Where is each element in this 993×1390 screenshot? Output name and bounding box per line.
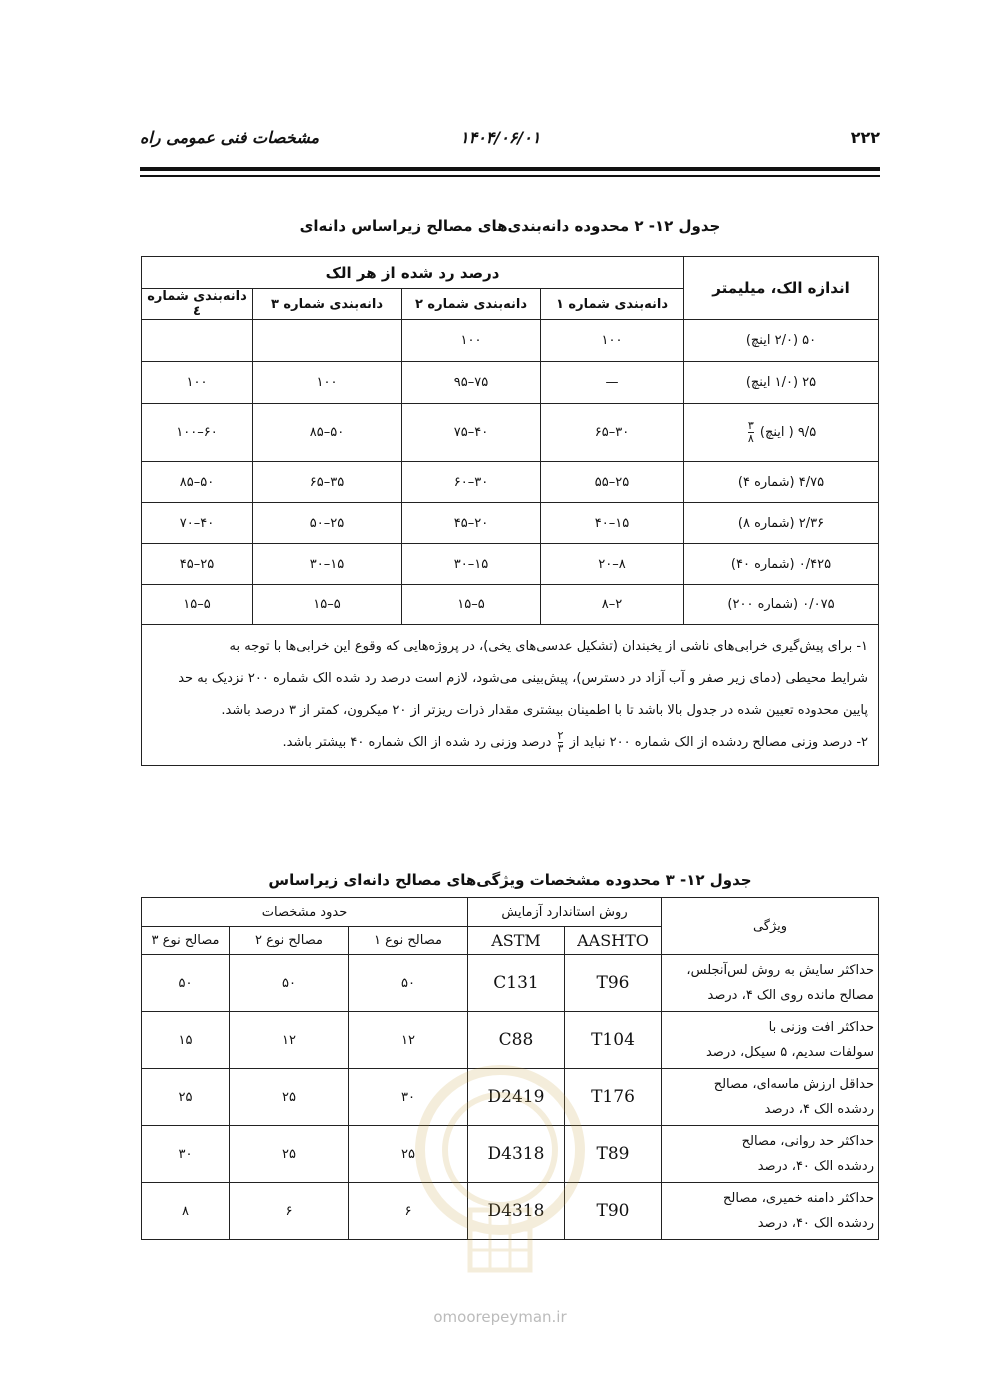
table1-notes — [142, 625, 879, 766]
note1-line1: ۱- برای پیش‌گیری خرابی‌های ناشی از یخبندان (تشکیل عدسی‌های یخی)، در پروژه‌هایی که وقوع این خرابی‌ها با توجه به — [229, 639, 868, 654]
col-limits-header: حدود مشخصات — [142, 898, 468, 927]
value-cell: ۱۵–۴۰ — [541, 503, 684, 544]
value-cell: ۱۰۰ — [253, 362, 402, 404]
type2-cell: ۲۵ — [230, 1069, 349, 1126]
value-cell: ۴۰–۷۰ — [142, 503, 253, 544]
property-line2: مصالح مانده روی الک ۴، درصد — [707, 988, 874, 1003]
sieve-frac-text: ۹/۵ ( اینچ) — [759, 425, 817, 440]
type2-cell: ۵۰ — [230, 955, 349, 1012]
col-method-header: روش استاندارد آزمایش — [468, 898, 662, 927]
value-cell: ۳۰–۶۵ — [541, 404, 684, 462]
table-row — [142, 320, 879, 362]
value-cell: ۲۰–۴۵ — [402, 503, 541, 544]
header-title: مشخصات فنی عمومی راه — [140, 128, 320, 147]
sieve-cell: ۴/۷۵ (شماره ۴) — [684, 462, 879, 503]
property-line2: ردشده الک ۴۰، درصد — [757, 1216, 874, 1231]
note1-line2: شرایط محیطی (دمای زیر صفر و آب آزاد در دسترس)، پیش‌بینی می‌شود، لازم است درصد رد شده الک شماره ۲۰۰ نزدیک به حد — [178, 671, 868, 686]
sieve-cell: ۵۰ (۲/۰ اینچ) — [684, 320, 879, 362]
note2 — [152, 727, 868, 759]
sieve-cell: ۲۵ (۱/۰ اینچ) — [684, 362, 879, 404]
value-cell: ۱۵–۳۰ — [402, 544, 541, 585]
header-rule-thick — [140, 167, 880, 171]
value-cell: ۲۵–۵۰ — [253, 503, 402, 544]
property-line2: ردشده الک ۴، درصد — [764, 1102, 874, 1117]
astm-cell: D4318 — [468, 1126, 565, 1183]
page-header — [140, 128, 880, 158]
type1-cell: ۶ — [349, 1183, 468, 1240]
astm-cell: D2419 — [468, 1069, 565, 1126]
fraction-numerator: ۲ — [557, 729, 564, 742]
property-line1: حداکثر سایش به روش لس‌آنجلس، — [686, 963, 874, 978]
type3-cell: ۱۵ — [142, 1012, 230, 1069]
fraction-denominator: ۳ — [557, 742, 564, 755]
table-row — [142, 404, 879, 462]
type2-cell: ۱۲ — [230, 1012, 349, 1069]
value-cell: ۴۰–۷۵ — [402, 404, 541, 462]
value-cell: ۱۰۰ — [402, 320, 541, 362]
type2-cell: ۲۵ — [230, 1126, 349, 1183]
value-cell: ۳۰–۶۰ — [402, 462, 541, 503]
value-cell: ۵۰–۸۵ — [142, 462, 253, 503]
note2-fraction — [558, 730, 564, 755]
sieve-cell: ۰/۴۲۵ (شماره ۴۰) — [684, 544, 879, 585]
col-sieve-header: اندازه الک، میلیمتر — [684, 257, 879, 320]
watermark-text: omoorepeyman.ir — [433, 1308, 567, 1326]
property-cell — [662, 1012, 879, 1069]
table-row — [142, 585, 879, 625]
property-line2: سولفات سدیم، ۵ سیکل، درصد — [705, 1045, 874, 1060]
aashto-header: AASHTO — [565, 927, 662, 955]
property-line1: حداکثر حد روانی، مصالح — [741, 1134, 874, 1149]
fraction-numerator: ۳ — [747, 419, 754, 432]
header-rule-thin — [140, 175, 880, 177]
property-line1: حداکثر افت وزنی با — [768, 1020, 874, 1035]
value-cell: ۸–۲۰ — [541, 544, 684, 585]
property-cell — [662, 1126, 879, 1183]
type3-header: مصالح نوع ۳ — [142, 927, 230, 955]
watermark-seal-icon — [400, 1060, 600, 1280]
property-line1: حداکثر دامنه خمیری، مصالح — [723, 1191, 874, 1206]
value-cell: ۳۵–۶۵ — [253, 462, 402, 503]
grading-header-2: دانه‌بندی شماره ۲ — [402, 289, 541, 320]
value-cell: ۱۵–۳۰ — [253, 544, 402, 585]
note1-line3: پایین محدوده تعیین شده در جدول بالا باشد تا با اطمینان بیشتری مقدار ذرات ریزتر از ۲۰ میکرون، کمتر از ۳ درصد باشد. — [221, 703, 868, 718]
type3-cell: ۵۰ — [142, 955, 230, 1012]
value-cell: ۲۵–۴۵ — [142, 544, 253, 585]
value-cell: ۱۰۰ — [541, 320, 684, 362]
type1-cell: ۵۰ — [349, 955, 468, 1012]
table-row — [142, 362, 879, 404]
type2-cell: ۶ — [230, 1183, 349, 1240]
note2-part-a: ۲- درصد وزنی مصالح ردشده از الک شماره ۲۰۰ نباید از — [569, 735, 868, 750]
property-cell — [662, 955, 879, 1012]
astm-cell: D4318 — [468, 1183, 565, 1240]
type1-cell: ۱۲ — [349, 1012, 468, 1069]
type3-cell: ۳۰ — [142, 1126, 230, 1183]
astm-cell: C88 — [468, 1012, 565, 1069]
value-cell — [142, 320, 253, 362]
col-property-header: ویژگی — [662, 898, 879, 955]
value-cell: ۵۰–۸۵ — [253, 404, 402, 462]
header-date: ۱۴۰۴/۰۶/۰۱ — [460, 128, 541, 147]
sieve-fraction — [748, 420, 754, 445]
property-line2: ردشده الک ۴۰، درصد — [757, 1159, 874, 1174]
property-cell — [662, 1069, 879, 1126]
value-cell: ۵–۱۵ — [402, 585, 541, 625]
value-cell: ۲–۸ — [541, 585, 684, 625]
type1-header: مصالح نوع ۱ — [349, 927, 468, 955]
property-line1: حداقل ارزش ماسه‌ای، مصالح — [713, 1077, 874, 1092]
aashto-cell: T89 — [565, 1126, 662, 1183]
type1-cell: ۲۵ — [349, 1126, 468, 1183]
fraction-denominator: ۸ — [747, 432, 754, 445]
value-cell: ۵–۱۵ — [253, 585, 402, 625]
type3-cell: ۸ — [142, 1183, 230, 1240]
aashto-cell: T90 — [565, 1183, 662, 1240]
table-row — [142, 462, 879, 503]
table-row — [142, 503, 879, 544]
value-cell: ۲۵–۵۵ — [541, 462, 684, 503]
sieve-cell: ۲/۳۶ (شماره ۸) — [684, 503, 879, 544]
table2-caption: جدول ۱۲- ۳ محدوده مشخصات ویژگی‌های مصالح دانه‌ای زیراساس — [268, 871, 752, 889]
sieve-cell: ۰/۰۷۵ (شماره ۲۰۰) — [684, 585, 879, 625]
aashto-cell: T104 — [565, 1012, 662, 1069]
grading-header-3: دانه‌بندی شماره ۳ — [253, 289, 402, 320]
note2-part-b: درصد وزنی رد شده از الک شماره ۴۰ بیشتر باشد. — [282, 735, 552, 750]
astm-cell: C131 — [468, 955, 565, 1012]
property-cell — [662, 1183, 879, 1240]
page-number: ۲۲۲ — [850, 128, 880, 147]
value-cell: ۶۰–۱۰۰ — [142, 404, 253, 462]
astm-header: ASTM — [468, 927, 565, 955]
aashto-cell: T96 — [565, 955, 662, 1012]
value-cell: ۷۵–۹۵ — [402, 362, 541, 404]
table-row — [142, 544, 879, 585]
grading-header-4: دانه‌بندی شماره ٤ — [142, 289, 253, 320]
value-cell — [253, 320, 402, 362]
col-group-header: درصد رد شده از هر الک — [142, 257, 684, 289]
sieve-cell — [684, 404, 879, 462]
table-row — [142, 955, 879, 1012]
value-cell: ۵–۱۵ — [142, 585, 253, 625]
value-cell: ۱۰۰ — [142, 362, 253, 404]
grading-header-1: دانه‌بندی شماره ۱ — [541, 289, 684, 320]
type2-header: مصالح نوع ۲ — [230, 927, 349, 955]
type3-cell: ۲۵ — [142, 1069, 230, 1126]
grading-table — [141, 256, 879, 766]
table1-caption: جدول ۱۲- ۲ محدوده دانه‌بندی‌های مصالح زیراساس دانه‌ای — [299, 217, 721, 235]
type1-cell: ۳۰ — [349, 1069, 468, 1126]
value-cell: — — [541, 362, 684, 404]
aashto-cell: T176 — [565, 1069, 662, 1126]
